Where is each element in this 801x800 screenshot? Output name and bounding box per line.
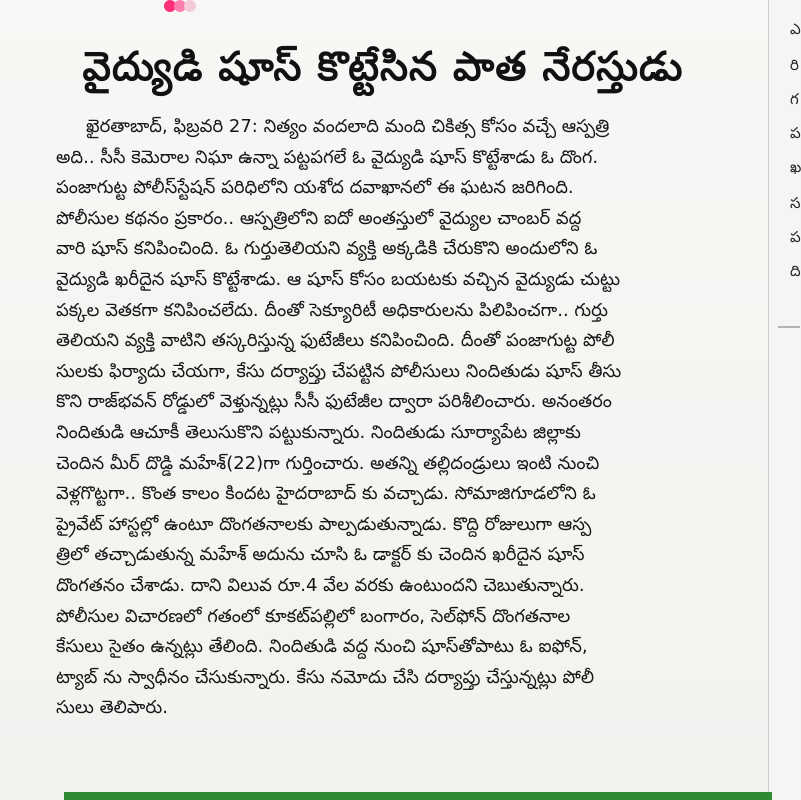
article-line: అది.. సీసీ కెమెరాల నిఘా ఉన్నా పట్టపగలే ఓ వైద్యుడి షూస్ కొట్టేశాడు ఓ దొంగ. (56, 146, 599, 168)
adjacent-column-rule (778, 326, 800, 328)
article-line: వెళ్లగొట్టగా.. కొంత కాలం కిందట హైదరాబాద్ కు వచ్చాడు. సోమాజిగూడలోని ఓ (56, 483, 596, 505)
adjacent-column-char: ప (790, 228, 801, 246)
adjacent-column-char: గ (790, 90, 799, 108)
adjacent-column-char: ఖ (790, 158, 801, 176)
decorative-dots (164, 0, 196, 14)
article-line: కొని రాజ్‌భవన్ రోడ్డులో వెళ్తున్నట్లు సీసీ ఫుటేజీల ద్వారా పరిశీలించారు. అనంతరం (56, 391, 612, 413)
decorative-dot (184, 0, 196, 12)
article-line: తెలియని వ్యక్తి వాటిని తస్కరిస్తున్న ఫుటేజీలు కనిపించింది. దీంతో పంజాగుట్ట పోలీ (56, 330, 615, 352)
adjacent-column-char: రి (790, 56, 799, 74)
article-line: పోలీసుల కథనం ప్రకారం.. ఆస్పత్రిలోని ఐదో అంతస్తులో వైద్యుల చాంబర్ వద్ద (56, 207, 582, 229)
adjacent-column-char: స (790, 194, 801, 212)
article-line: వైద్యుడి ఖరీదైన షూస్ కొట్టేశాడు. ఆ షూస్ కోసం బయటకు వచ్చిన వైద్యుడు చుట్టు (56, 268, 621, 290)
adjacent-column (768, 0, 800, 800)
bottom-accent-bar (64, 792, 772, 800)
article-line: ప్రైవేట్ హాస్టల్లో ఉంటూ దొంగతనాలకు పాల్పడుతున్నాడు. కొద్ది రోజులుగా ఆస్ప (56, 513, 592, 535)
article-line: చెందిన మీర్ దొడ్డి మహేశ్(22)గా గుర్తించారు. అతన్ని తల్లిదండ్రులు ఇంటి నుంచి (56, 452, 600, 474)
article-line: సులు తెలిపారు. (56, 697, 168, 719)
column-divider (768, 0, 769, 800)
article-line: ఖైరతాబాద్, ఫిబ్రవరి 27: నిత్యం వందలాది మంది చికిత్స కోసం వచ్చే ఆస్పత్రి (86, 116, 610, 137)
adjacent-column-char: ది (790, 262, 801, 280)
article-line: త్రిలో తచ్చాడుతున్న మహేశ్ అదును చూసి ఓ డాక్టర్ కు చెందిన ఖరీదైన షూస్ (56, 544, 585, 566)
adjacent-column-char: ప (790, 124, 801, 142)
article-line: సులకు ఫిర్యాదు చేయగా, కేసు దర్యాప్తు చేపట్టిన పోలీసులు నిందితుడు షూస్ తీసు (56, 360, 622, 382)
article-line: పక్కల వెతకగా కనిపించలేదు. దీంతో సెక్యూరిటీ అధికారులను పిలిపించగా.. గుర్తు (56, 299, 609, 321)
article-line: ట్యాబ్ ను స్వాధీనం చేసుకున్నారు. కేసు నమోదు చేసి దర్యాప్తు చేస్తున్నట్లు పోలీ (56, 666, 595, 688)
article-line: పోలీసుల విచారణలో గతంలో కూకట్‌పల్లిలో బంగారం, సెల్‌ఫోన్ దొంగతనాల (56, 605, 571, 627)
article-line: కేసులు సైతం ఉన్నట్లు తేలింది. నిందితుడి వద్ద నుంచి షూస్‌తోపాటు ఓ ఐఫోన్, (56, 636, 588, 658)
article-line: వారి షూస్ కనిపించింది. ఓ గుర్తుతెలియని వ్యక్తి అక్కడికి చేరుకొని అందులోని ఓ (56, 238, 598, 260)
article-body (56, 112, 752, 782)
headline: వైద్యుడి షూస్ కొట్టేసిన పాత నేరస్తుడు (82, 44, 684, 90)
article-line: దొంగతనం చేశాడు. దాని విలువ రూ.4 వేల వరకు ఉంటుందని చెబుతున్నారు. (56, 574, 585, 596)
article-line: నిందితుడి ఆచూకీ తెలుసుకొని పట్టుకున్నారు. నిందితుడు సూర్యాపేట జిల్లాకు (56, 421, 581, 443)
adjacent-column-char: ఎ (790, 20, 801, 38)
article-line: పంజాగుట్ట పోలీస్‌స్టేషన్ పరిధిలోని యశోద దవాఖానలో ఈ ఘటన జరిగింది. (56, 177, 574, 199)
